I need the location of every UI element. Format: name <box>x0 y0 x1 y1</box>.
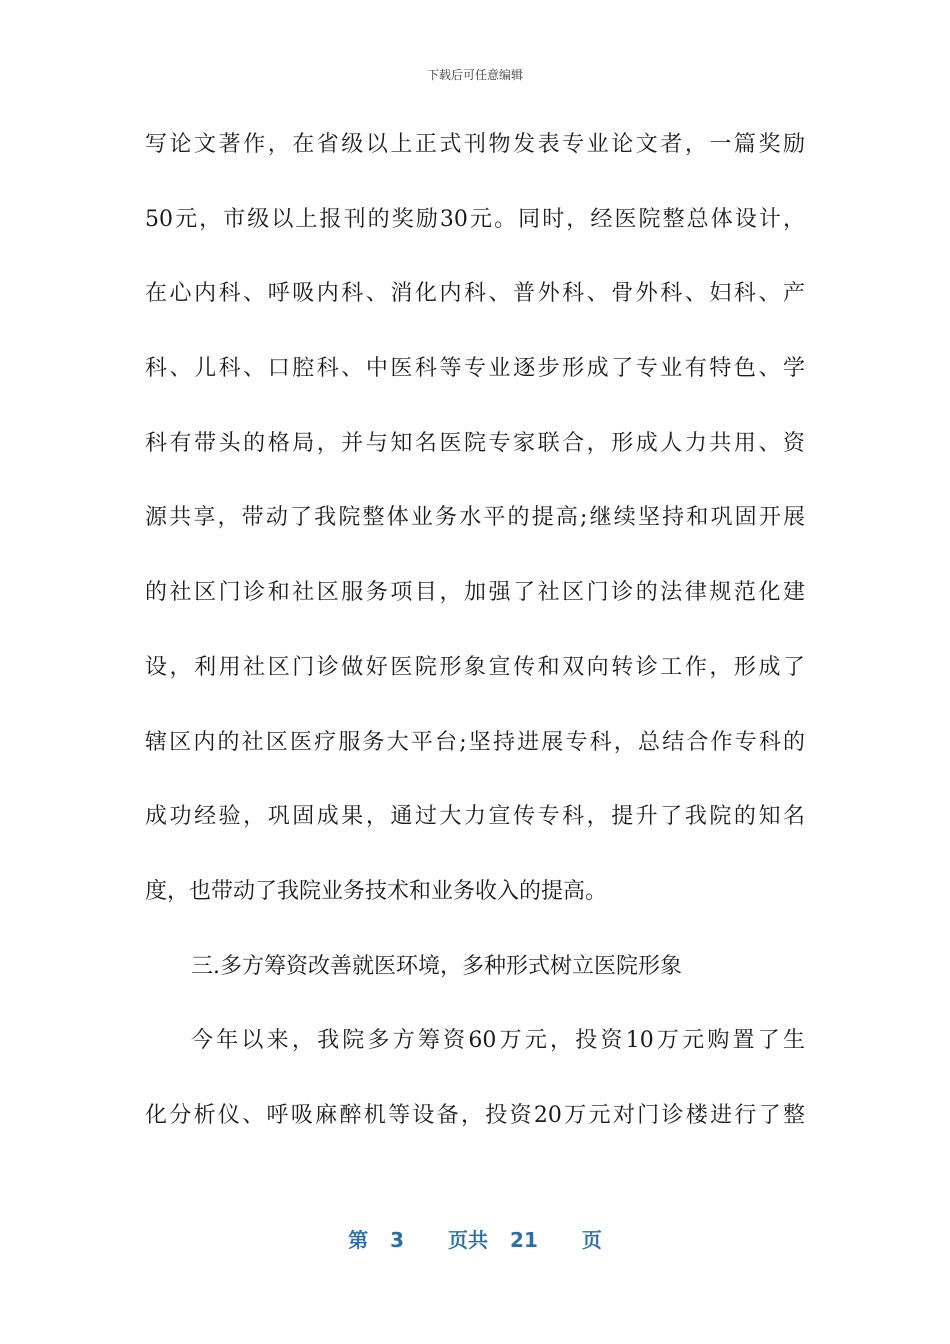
document-body <box>145 122 805 1168</box>
page-footer <box>0 1224 950 1253</box>
paragraph-line: 在心内科、呼吸内科、消化内科、普外科、骨外科、妇科、产 <box>145 281 805 307</box>
header-note: 下载后可任意编辑 <box>426 68 523 82</box>
paragraph-line: 的社区门诊和社区服务项目，加强了社区门诊的法律规范化建 <box>145 580 805 606</box>
paragraph-line: 化分析仪、呼吸麻醉机等设备，投资20万元对门诊楼进行了整 <box>145 1102 805 1128</box>
paragraph-line: 辖区内的社区医疗服务大平台;坚持进展专科，总结合作专科的 <box>145 729 805 755</box>
total-pages: 21 <box>510 1228 538 1252</box>
paragraph-line: 设，利用社区门诊做好医院形象宣传和双向转诊工作，形成了 <box>145 654 805 680</box>
page-number: 3 <box>390 1228 405 1252</box>
section-heading: 三.多方筹资改善就医环境，多种形式树立医院形象 <box>191 953 682 979</box>
paragraph-line: 50元，市级以上报刊的奖励30元。同时，经医院整总体设计， <box>145 206 805 232</box>
paragraph-line: 科有带头的格局，并与知名医院专家联合，形成人力共用、资 <box>145 430 805 456</box>
paragraph-line: 今年以来，我院多方筹资60万元，投资10万元购置了生 <box>191 1028 805 1054</box>
page-label-suffix: 页 <box>581 1228 602 1252</box>
paragraph-line: 科、儿科、口腔科、中医科等专业逐步形成了专业有特色、学 <box>145 356 805 382</box>
page-label-mid: 页共 <box>448 1228 489 1252</box>
paragraph-line: 成功经验，巩固成果，通过大力宣传专科，提升了我院的知名 <box>145 804 805 830</box>
paragraph-line: 源共享，带动了我院整体业务水平的提高;继续坚持和巩固开展 <box>145 505 805 531</box>
page-label-prefix: 第 <box>348 1228 369 1252</box>
paragraph-line: 度，也带动了我院业务技术和业务收入的提高。 <box>145 878 608 904</box>
paragraph-line: 写论文著作，在省级以上正式刊物发表专业论文者，一篇奖励 <box>145 132 805 157</box>
